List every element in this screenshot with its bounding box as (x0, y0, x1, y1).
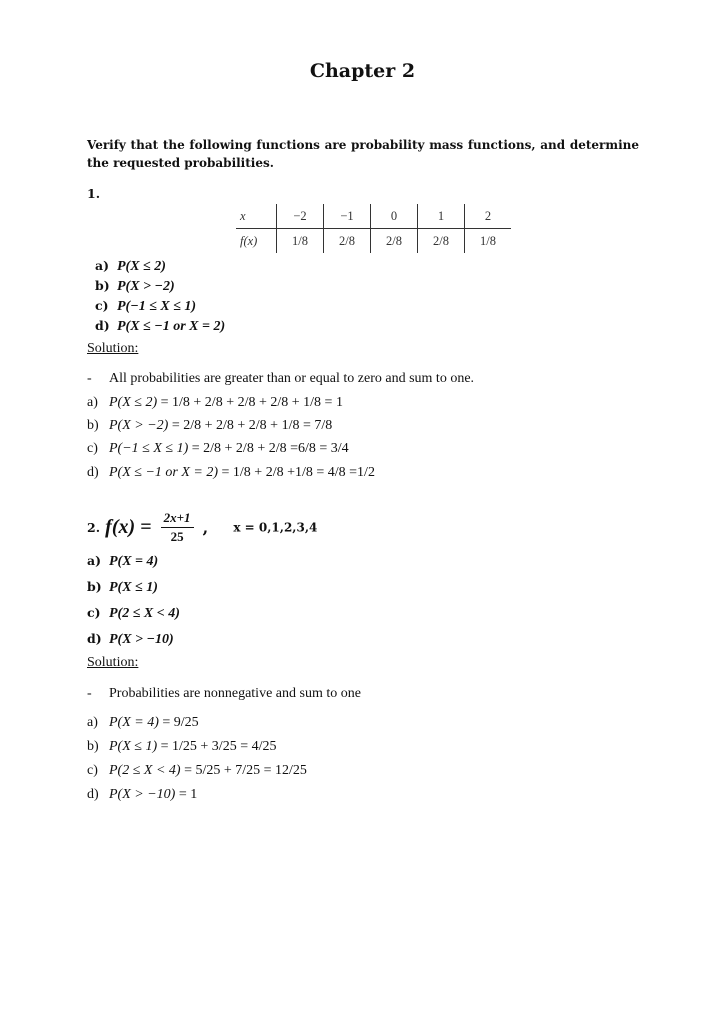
list-item: c) P(−1 ≤ X ≤ 1) (95, 298, 197, 314)
problem-2-number: 2. (87, 520, 101, 535)
fraction (161, 510, 194, 545)
table-x-value: −2 (277, 204, 324, 229)
table-x-label: x (236, 204, 277, 229)
answer-line: c) P(−1 ≤ X ≤ 1) = 2/8 + 2/8 + 2/8 =6/8 = 3/4 (87, 441, 349, 456)
function-domain: x = 0,1,2,3,4 (233, 520, 318, 535)
answer-line: a) P(X ≤ 2) = 1/8 + 2/8 + 2/8 + 2/8 + 1/8 = 1 (87, 395, 343, 410)
table-x-value: 0 (371, 204, 418, 229)
page-title: Chapter 2 (309, 60, 416, 82)
table-fx-value: 2/8 (418, 229, 465, 254)
solution-heading: Solution: (87, 341, 139, 356)
pmf-table (236, 204, 511, 253)
list-item: b) P(X > −2) (95, 278, 175, 294)
table-fx-label: f(x) (240, 233, 258, 248)
problem-1-number: 1. (87, 186, 101, 201)
instructions: Verify that the following functions are probability mass functions, and determine the requested probabilities. (87, 138, 639, 170)
answer-line: d) P(X ≤ −1 or X = 2) = 1/8 + 2/8 +1/8 = 4/8 =1/2 (87, 465, 375, 480)
problem-2-questions (87, 548, 180, 652)
table-fx-value: 1/8 (465, 229, 512, 254)
answer-line: c) P(2 ≤ X < 4) = 5/25 + 7/25 = 12/25 (87, 763, 307, 778)
pmf-row-x (236, 204, 511, 229)
problem-2-function (87, 510, 317, 545)
table-fx-value: 2/8 (324, 229, 371, 254)
fraction-denominator: 25 (170, 529, 184, 544)
list-item: a) P(X = 4) (87, 553, 159, 569)
pmf-row-fx (236, 229, 511, 254)
table-x-value: −1 (324, 204, 371, 229)
solution-note: - All probabilities are greater than or equal to zero and sum to one. (87, 371, 475, 386)
answer-line: b) P(X > −2) = 2/8 + 2/8 + 2/8 + 1/8 = 7/8 (87, 418, 333, 433)
table-x-value: 2 (465, 204, 512, 229)
problem-1-questions (95, 256, 225, 336)
solution-heading: Solution: (87, 655, 139, 670)
list-item: c) P(2 ≤ X < 4) (87, 605, 180, 621)
table-fx-value: 2/8 (371, 229, 418, 254)
fraction-numerator: 2x+1 (161, 510, 194, 528)
answer-line: a) P(X = 4) = 9/25 (87, 715, 199, 730)
list-item: b) P(X ≤ 1) (87, 579, 158, 595)
table-fx-value: 1/8 (277, 229, 324, 254)
comma: , (202, 518, 209, 537)
solution-note: - Probabilities are nonnegative and sum to one (87, 686, 361, 701)
list-item: a) P(X ≤ 2) (95, 258, 166, 274)
list-item: d) P(X > −10) (87, 631, 174, 647)
function-lhs: f(x) = (105, 516, 152, 538)
answer-line: d) P(X > −10) = 1 (87, 787, 198, 802)
table-x-value: 1 (418, 204, 465, 229)
answer-line: b) P(X ≤ 1) = 1/25 + 3/25 = 4/25 (87, 739, 277, 754)
list-item: d) P(X ≤ −1 or X = 2) (95, 318, 226, 334)
